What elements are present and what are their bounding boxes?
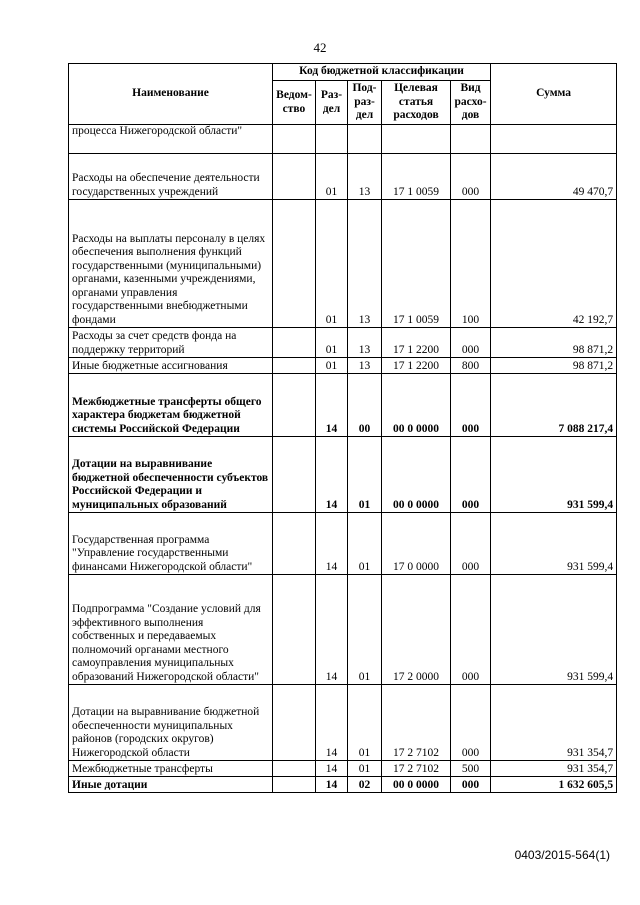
header-celevaya: Целевая статья расходов	[382, 81, 451, 125]
table-row	[69, 685, 617, 761]
header-name: Наименование	[69, 64, 273, 125]
row-vedomstvo-cell	[273, 761, 316, 777]
row-vedomstvo-cell	[273, 513, 316, 575]
table-row	[69, 575, 617, 685]
row-podrazdel-cell: 01	[348, 685, 382, 761]
row-summa-cell: 1 632 605,5	[491, 777, 617, 793]
row-vedomstvo-cell	[273, 685, 316, 761]
row-summa-cell: 931 354,7	[491, 685, 617, 761]
row-vedomstvo-cell	[273, 125, 316, 154]
header-razdel: Раз- дел	[316, 81, 348, 125]
row-name-cell: Межбюджетные трансферты общего характера бюджетам бюджетной системы Российской Федерации	[69, 374, 273, 437]
row-celevaya-cell: 17 1 2200	[382, 358, 451, 374]
row-name-cell: Государственная программа "Управление государственными финансами Нижегородской области"	[69, 513, 273, 575]
row-vid-cell: 000	[451, 575, 491, 685]
row-razdel-cell: 01	[316, 358, 348, 374]
row-razdel-cell: 14	[316, 685, 348, 761]
table-row	[69, 358, 617, 374]
row-vedomstvo-cell	[273, 200, 316, 328]
table-body	[69, 125, 617, 793]
row-summa-cell: 98 871,2	[491, 358, 617, 374]
row-name-cell: процесса Нижегородской области"	[69, 125, 273, 154]
row-podrazdel-cell: 01	[348, 513, 382, 575]
table-row	[69, 154, 617, 200]
row-celevaya-cell: 00 0 0000	[382, 374, 451, 437]
row-vedomstvo-cell	[273, 328, 316, 358]
row-summa-cell: 7 088 217,4	[491, 374, 617, 437]
budget-table	[68, 63, 617, 793]
row-vid-cell: 800	[451, 358, 491, 374]
row-vedomstvo-cell	[273, 358, 316, 374]
row-celevaya-cell: 00 0 0000	[382, 777, 451, 793]
row-razdel-cell: 14	[316, 761, 348, 777]
table-row	[69, 513, 617, 575]
row-vid-cell: 000	[451, 777, 491, 793]
row-name-cell: Межбюджетные трансферты	[69, 761, 273, 777]
row-vedomstvo-cell	[273, 374, 316, 437]
row-celevaya-cell: 17 0 0000	[382, 513, 451, 575]
row-vedomstvo-cell	[273, 437, 316, 513]
row-name-cell: Иные дотации	[69, 777, 273, 793]
row-razdel-cell: 14	[316, 437, 348, 513]
row-vedomstvo-cell	[273, 575, 316, 685]
row-vid-cell	[451, 125, 491, 154]
row-podrazdel-cell: 01	[348, 761, 382, 777]
row-summa-cell: 931 354,7	[491, 761, 617, 777]
table-row	[69, 761, 617, 777]
row-razdel-cell: 14	[316, 513, 348, 575]
header-kod: Код бюджетной классификации	[273, 64, 491, 81]
row-razdel-cell: 01	[316, 200, 348, 328]
table-row	[69, 200, 617, 328]
page-number: 42	[313, 40, 327, 55]
row-name-cell: Расходы на выплаты персоналу в целях обеспечения выполнения функций государственными (муниципальными) органами, казенными учреждениями, органами управления государственными внебюджетными фондами	[69, 200, 273, 328]
row-podrazdel-cell: 13	[348, 154, 382, 200]
row-razdel-cell: 14	[316, 575, 348, 685]
row-podrazdel-cell: 13	[348, 358, 382, 374]
row-vid-cell: 000	[451, 685, 491, 761]
row-vid-cell: 000	[451, 154, 491, 200]
row-razdel-cell: 01	[316, 154, 348, 200]
row-razdel-cell: 14	[316, 374, 348, 437]
header-podrazdel: Под- раз- дел	[348, 81, 382, 125]
row-podrazdel-cell: 13	[348, 200, 382, 328]
table-row	[69, 125, 617, 154]
row-celevaya-cell: 00 0 0000	[382, 437, 451, 513]
header-vid: Вид расхо- дов	[451, 81, 491, 125]
row-vid-cell: 000	[451, 328, 491, 358]
row-podrazdel-cell: 02	[348, 777, 382, 793]
row-summa-cell: 931 599,4	[491, 575, 617, 685]
row-podrazdel-cell	[348, 125, 382, 154]
row-vedomstvo-cell	[273, 777, 316, 793]
row-summa-cell: 931 599,4	[491, 437, 617, 513]
header-vedomstvo: Ведом- ство	[273, 81, 316, 125]
table-row	[69, 437, 617, 513]
row-name-cell: Дотации на выравнивание бюджетной обеспеченности субъектов Российской Федерации и муниципальных образований	[69, 437, 273, 513]
row-vid-cell: 000	[451, 513, 491, 575]
row-razdel-cell: 14	[316, 777, 348, 793]
row-podrazdel-cell: 01	[348, 575, 382, 685]
table-row	[69, 374, 617, 437]
row-vedomstvo-cell	[273, 154, 316, 200]
header-summa: Сумма	[491, 64, 617, 125]
row-celevaya-cell: 17 1 0059	[382, 154, 451, 200]
row-razdel-cell: 01	[316, 328, 348, 358]
row-podrazdel-cell: 00	[348, 374, 382, 437]
row-name-cell: Подпрограмма "Создание условий для эффективного выполнения собственных и передаваемых полномочий органами местного самоуправления муниципальных образований Нижегородской области"	[69, 575, 273, 685]
row-summa-cell: 42 192,7	[491, 200, 617, 328]
row-name-cell: Иные бюджетные ассигнования	[69, 358, 273, 374]
row-summa-cell: 98 871,2	[491, 328, 617, 358]
table-row	[69, 328, 617, 358]
row-celevaya-cell: 17 1 2200	[382, 328, 451, 358]
row-summa-cell	[491, 125, 617, 154]
row-vid-cell: 000	[451, 437, 491, 513]
document-code: 0403/2015-564(1)	[514, 848, 610, 862]
row-celevaya-cell	[382, 125, 451, 154]
table-row	[69, 777, 617, 793]
row-podrazdel-cell: 13	[348, 328, 382, 358]
row-name-cell: Расходы на обеспечение деятельности государственных учреждений	[69, 154, 273, 200]
row-celevaya-cell: 17 2 0000	[382, 575, 451, 685]
row-podrazdel-cell: 01	[348, 437, 382, 513]
row-name-cell: Дотации на выравнивание бюджетной обеспеченности муниципальных районов (городских округов) Нижегородской области	[69, 685, 273, 761]
row-summa-cell: 931 599,4	[491, 513, 617, 575]
row-summa-cell: 49 470,7	[491, 154, 617, 200]
row-vid-cell: 500	[451, 761, 491, 777]
row-vid-cell: 000	[451, 374, 491, 437]
row-celevaya-cell: 17 1 0059	[382, 200, 451, 328]
row-celevaya-cell: 17 2 7102	[382, 685, 451, 761]
row-name-cell: Расходы за счет средств фонда на поддержку территорий	[69, 328, 273, 358]
row-razdel-cell	[316, 125, 348, 154]
row-celevaya-cell: 17 2 7102	[382, 761, 451, 777]
row-vid-cell: 100	[451, 200, 491, 328]
